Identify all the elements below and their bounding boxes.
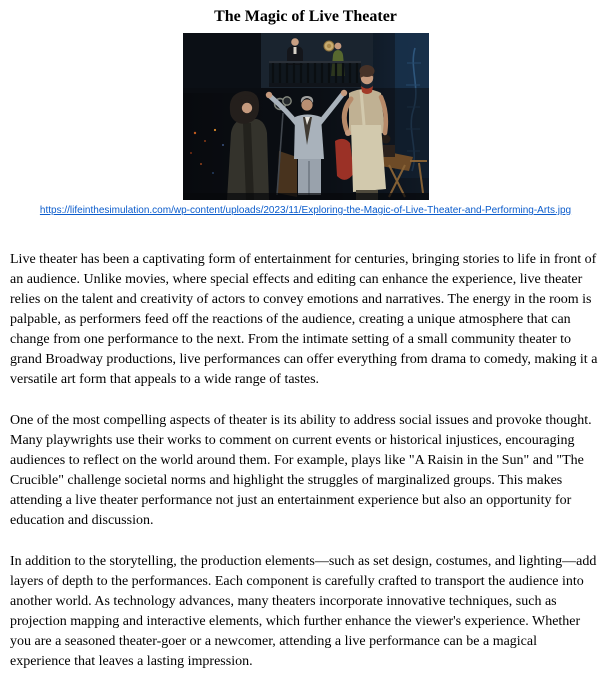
paragraph-1: Live theater has been a captivating form of entertainment for centuries, bringing stories to life in front of an audience. Unlike movies, where special effects and editing can enhance the experience, live theater relies on the talent and creativity of actors to convey emotions and narratives. The energy in the room is palpable, as performers feed off the reactions of the audience, creating a unique atmosphere that can change from one performance to the next. From the intimate setting of a small community theater to grand Broadway productions, live performances can offer everything from drama to comedy, making it a versatile art form that appeals to a wide range of tastes. (10, 252, 598, 387)
paragraph-2: One of the most compelling aspects of theater is its ability to address social issues and provoke thought. Many playwrights use their works to comment on current events or historical injustices, encouraging audiences to reflect on the world around them. For example, plays like "A Raisin in the Sun" and "The Crucible" challenge societal norms and highlight the struggles of marginalized groups. This makes attending a live theater performance not just an entertainment experience but also an opportunity for education and discussion. (10, 413, 592, 528)
floor-shadow (183, 193, 429, 200)
page-title: The Magic of Live Theater (214, 8, 397, 25)
image-source-link[interactable]: https://lifeinthesimulation.com/wp-content/uploads/2023/11/Exploring-the-Magic-of-Live-Theater-and-Performing-Arts.jpg (39, 205, 572, 216)
image-source-line (10, 203, 601, 216)
article-photo (183, 33, 429, 200)
balcony-railing (269, 61, 361, 87)
article-body (10, 250, 601, 672)
article-figure (183, 33, 429, 200)
paragraph-3: In addition to the storytelling, the production elements—such as set design, costumes, and lighting—add layers of depth to the performances. Each component is carefully crafted to transport the audience into another world. As technology advances, many theaters incorporate innovative techniques, such as projection mapping and interactive elements, which further enhance the viewer's experience. Whether you are a seasoned theater-goer or a newcomer, attending a live performance can be a magical experience that leaves a lasting impression. (10, 554, 597, 669)
